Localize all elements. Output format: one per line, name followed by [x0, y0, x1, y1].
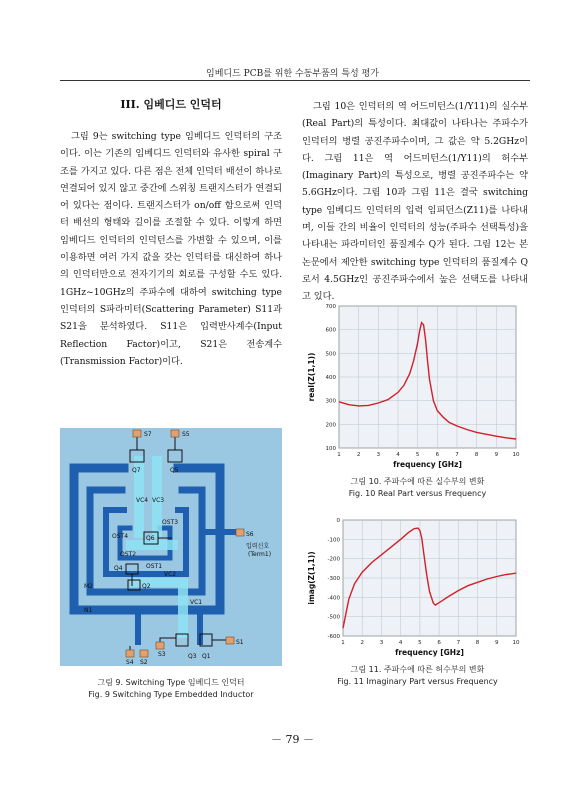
- fig9-label-ost1: OST1: [146, 563, 163, 570]
- fig11-xtick-label: 2: [360, 640, 364, 646]
- fig9-label-q6: Q6: [146, 535, 155, 542]
- fig10-caption-kr: 그림 10. 주파수에 따른 실수부의 변화: [350, 477, 485, 486]
- fig9-label-q5: Q5: [170, 467, 179, 474]
- fig11-caption-kr: 그림 11. 주파수에 따른 허수부의 변화: [350, 665, 485, 674]
- fig11-xtick-label: 9: [495, 640, 499, 646]
- fig11-xtick-label: 10: [512, 640, 520, 646]
- fig11-ytick-label: -300: [327, 576, 340, 582]
- fig9-caption-en: Fig. 9 Switching Type Embedded Inductor: [88, 690, 254, 699]
- fig10-caption: [305, 476, 530, 500]
- fig9-port-label: 입력신호: [246, 543, 270, 550]
- fig10-xtick-label: 7: [455, 452, 459, 458]
- fig11-ytick-label: -600: [327, 634, 340, 640]
- fig9-pad-s5: [171, 430, 179, 437]
- fig9-label-s1: S1: [236, 639, 244, 646]
- fig11-ytick-label: 0: [336, 518, 340, 524]
- fig9-pad-s6: [236, 529, 244, 536]
- fig11-xtick-label: 4: [398, 640, 403, 646]
- fig9-label-vc4: VC4: [136, 497, 149, 504]
- right-paragraph: 그림 10은 인덕터의 역 어드미턴스(1/Y11)의 실수부(Real Part)의 특성이다. 최대값이 나타나는 주파수가 인덕터의 병렬 공진주파수이며, 그 값은 약 5.2GHz이다. 그림 11은 역 어드미턴스(1/Y11)의 허수부(Imaginary Part)의 특성으로, 병렬 공진주파수는 약 5.6GHz이다. 그림 10과 그림 11은 결국 switching type 임베디드 인덕터의 입력 임피던스(Z11)를 나타내며, 이들 간의 비율이 인덕터의 성능(주파수 선택특성)을 나타내는 파라미터인 품질계수 Q가 된다. 그림 12는 본 논문에서 제안한 switching type 인덕터의 품질계수 Q로서 4.5GHz인 공진주파수에서 높은 선택도를 나타내고 있다.: [302, 101, 528, 303]
- fig9-label-vc1: VC1: [190, 599, 203, 606]
- fig9-label-ost2: OST2: [120, 551, 137, 558]
- fig9-label-q1: Q1: [202, 653, 211, 660]
- fig10-ytick-label: 700: [325, 304, 336, 310]
- page-number: － 79 －: [271, 733, 314, 746]
- fig9-label-vc3: VC3: [152, 497, 165, 504]
- fig10-caption-en: Fig. 10 Real Part versus Frequency: [348, 489, 487, 498]
- fig9-label-ost3: OST3: [162, 519, 179, 526]
- fig11-y-axis-label: imag(Z(1,1)): [307, 551, 316, 605]
- fig11-ytick-label: -400: [327, 595, 340, 602]
- fig10-y-axis-label: real(Z(1,1)): [307, 352, 316, 402]
- fig10-xtick-label: 6: [435, 452, 440, 458]
- fig10-xtick-label: 8: [474, 452, 479, 458]
- section-title: III. 임베디드 인덕터: [120, 98, 222, 111]
- fig9-inductor-layout: [60, 428, 282, 666]
- fig9-label-vc2: VC2: [164, 571, 177, 578]
- fig9-label-q2: Q2: [142, 583, 151, 590]
- fig11-xtick-label: 6: [437, 640, 441, 646]
- fig9-bridge-vc1: [178, 578, 188, 638]
- fig11-xtick-label: 7: [456, 640, 461, 646]
- fig10-ytick-label: 100: [325, 446, 336, 452]
- fig11-xtick-label: 8: [475, 640, 480, 646]
- fig9-pad-s2: [140, 650, 148, 657]
- fig9-bridge-lower: [130, 578, 186, 587]
- fig9-pad-s3: [156, 642, 164, 649]
- header-rule: [60, 80, 530, 81]
- left-paragraph: 그림 9는 switching type 임베디드 인덕터의 구조이다. 이는 기존의 임베디드 인덕터와 유사한 spiral 구조를 가지고 있다. 다른 점은 전체 인덕터 배선이 하나로 연결되어 있지 않고 중간에 스위칭 트랜지스터가 연결되어 있다는 점이다. 트랜지스터가 on/off 함으로써 인덕터 배선의 형태와 길이를 조절할 수 있다. 이렇게 하면 임베디드 인덕터의 인덕턴스를 가변할 수 있으며, 이를 이용하면 여러 가지 값을 갖는 인덕터를 대신하여 하나의 인덕터만으로 전자기기의 회로를 구성할 수도 있다. 1GHz~10GHz의 주파수에 대하여 switching type 인덕터의 S파라미터(Scattering Parameter) S11과 S21을 분석하였다. S11은 입력반사계수(Input Reflection Factor)이고, S21은 전송계수(Transmission Factor)이다.: [60, 131, 282, 367]
- fig11-xtick-label: 1: [341, 640, 345, 646]
- fig9-caption: [60, 677, 282, 701]
- fig11-ytick-label: -500: [327, 614, 340, 621]
- fig10-xtick-label: 5: [415, 452, 420, 458]
- fig9-pad-s7: [133, 430, 141, 437]
- fig10-ytick-label: 400: [325, 375, 336, 381]
- fig9-port-term: (Term1): [248, 551, 272, 558]
- fig9-pad-s4: [126, 650, 134, 657]
- fig9-label-n1: N1: [84, 607, 93, 614]
- fig10-ytick-label: 600: [325, 327, 336, 334]
- running-header: 임베디드 PCB를 위한 수동부품의 특성 평가: [206, 69, 379, 79]
- fig10-x-axis-label: frequency [GHz]: [393, 460, 462, 469]
- fig11-xtick-label: 3: [379, 640, 384, 646]
- fig10-ytick-label: 200: [325, 422, 336, 429]
- fig11-caption-en: Fig. 11 Imaginary Part versus Frequency: [337, 677, 498, 686]
- fig11-caption: [305, 664, 530, 688]
- fig9-label-s6: S6: [246, 531, 254, 538]
- fig11-x-axis-label: frequency [GHz]: [395, 648, 464, 657]
- fig9-label-s7: S7: [144, 431, 152, 438]
- fig9-label-q4: Q4: [114, 565, 123, 572]
- fig11-xtick-label: 5: [418, 640, 422, 646]
- fig9-label-s4: S4: [126, 659, 134, 666]
- fig10-ytick-label: 500: [325, 351, 336, 358]
- fig10-ytick-label: 300: [325, 398, 336, 405]
- right-column: [302, 98, 528, 306]
- fig9-label-q7: Q7: [132, 467, 141, 474]
- fig10-xtick-label: 3: [376, 452, 381, 458]
- fig9-label-q3: Q3: [188, 653, 197, 660]
- fig9-label-m2: M2: [84, 583, 93, 590]
- fig10-xtick-label: 2: [356, 452, 361, 458]
- fig9-label-s2: S2: [140, 659, 148, 666]
- fig9-label-s3: S3: [158, 651, 166, 658]
- fig10-xtick-label: 9: [494, 452, 499, 458]
- fig10-xtick-label: 4: [396, 452, 400, 458]
- fig9-label-ost4: OST4: [112, 533, 129, 540]
- left-column: [60, 128, 282, 370]
- fig10-chart: [305, 300, 530, 470]
- fig9-caption-kr: 그림 9. Switching Type 임베디드 인덕터: [97, 678, 245, 687]
- fig11-chart: [305, 510, 530, 658]
- fig9-pad-s1: [226, 637, 234, 644]
- fig11-ytick-label: -100: [327, 537, 340, 544]
- fig9-label-s5: S5: [182, 431, 190, 438]
- fig10-xtick-label: 1: [337, 452, 341, 458]
- fig10-xtick-label: 10: [512, 452, 520, 458]
- fig11-ytick-label: -200: [327, 556, 340, 563]
